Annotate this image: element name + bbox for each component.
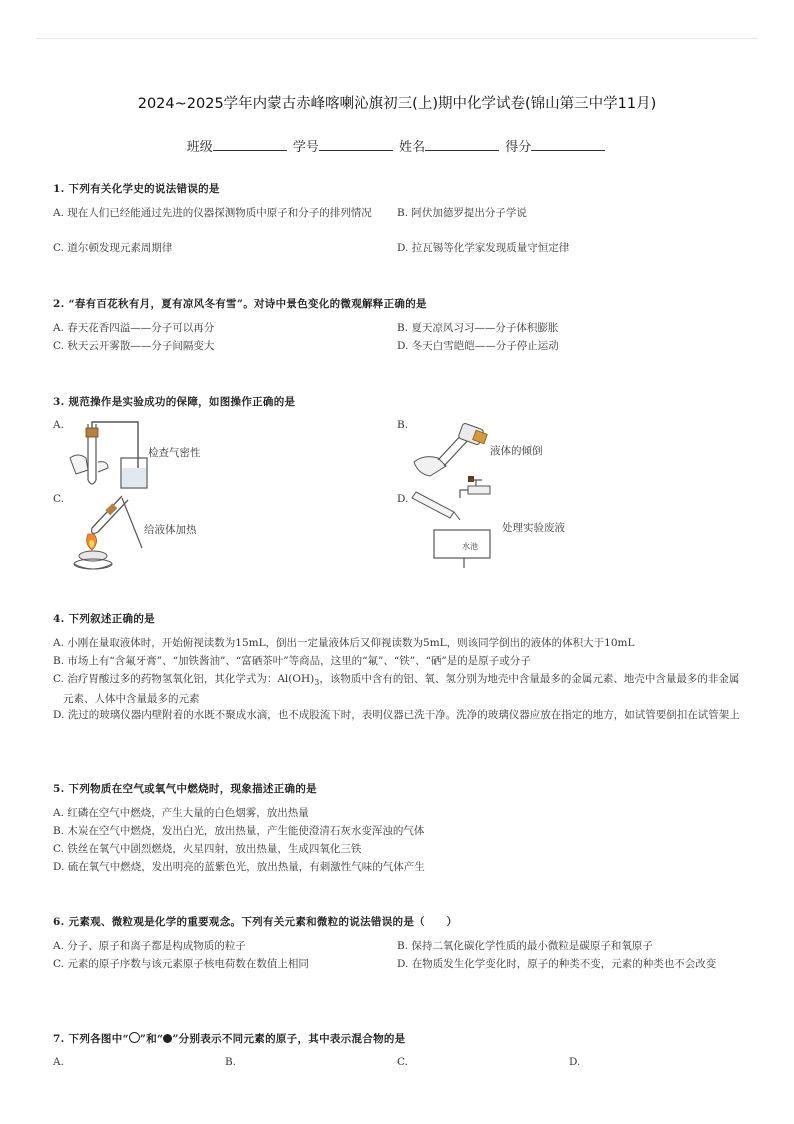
question-3: [53, 394, 753, 409]
question-2-stem: 2. “春有百花秋有月，夏有凉风冬有雪”。对诗中景色变化的微观解释正确的是: [53, 298, 427, 310]
question-4-stem: 4. 下列叙述正确的是: [53, 613, 155, 625]
black-atom-icon: [163, 1034, 172, 1043]
airtightness-check-figure: [68, 418, 150, 492]
q3-option-b-label[interactable]: B.: [397, 419, 409, 431]
q4-option-c[interactable]: C. 治疗胃酸过多的药物氢氧化铝，其化学式为：$Al(OH)_3$，该物质中含有的铝、氧、氢分别为地壳中含量最多的金属元素、地壳中含量最多的非金属元素、人体中含量最多的元素: [53, 673, 740, 706]
question-1: [53, 181, 753, 196]
q7-option-d[interactable]: D.: [569, 1056, 581, 1068]
q3-option-d-label[interactable]: D.: [397, 493, 409, 505]
q6-option-a[interactable]: A. 分子、原子和离子都是构成物质的粒子: [53, 940, 246, 952]
q2-option-a[interactable]: A. 春天花香四溢——分子可以再分: [53, 322, 215, 334]
question-2: [53, 296, 753, 311]
q1-option-b[interactable]: B. 阿伏加德罗提出分子学说: [397, 207, 527, 219]
q1-option-c[interactable]: C. 道尔顿发现元素周期律: [53, 242, 173, 254]
liquid-heating-figure: [66, 488, 146, 576]
waste-liquid-disposal-figure: [410, 476, 500, 568]
question-1-stem: 1. 下列有关化学史的说法错误的是: [53, 183, 220, 195]
q4-option-b[interactable]: B. 市场上有“含氟牙膏”、“加铁酱油”、“富硒茶叶”等商品，这里的“氟”、“铁”、“硒”是的是原子或分子: [53, 655, 531, 667]
student-info-line: [0, 136, 794, 155]
q2-option-b[interactable]: B. 夏天凉风习习——分子体积膨胀: [397, 322, 559, 334]
q3-option-d-caption: 处理实验废液: [502, 522, 565, 534]
q3-option-a-caption: 检查气密性: [148, 447, 201, 459]
q6-option-b[interactable]: B. 保持二氧化碳化学性质的最小微粒是碳原子和氧原子: [397, 940, 653, 952]
q3-option-c-label[interactable]: C.: [53, 493, 64, 505]
class-field[interactable]: 班级: [187, 136, 289, 155]
question-7: [53, 1031, 753, 1046]
question-6: [53, 914, 753, 929]
question-3-stem: 3. 规范操作是实验成功的保障，如图操作正确的是: [53, 396, 296, 408]
question-4: [53, 611, 753, 626]
liquid-pouring-figure: [412, 422, 492, 482]
q4-option-a[interactable]: A. 小刚在量取液体时，开始俯视读数为15mL，倒出一定量液体后又仰视读数为5mL，则该同学倒出的液体的体积大于10mL: [53, 637, 635, 649]
q2-option-d[interactable]: D. 冬天白雪皑皑——分子停止运动: [397, 340, 559, 352]
header-rule: [36, 38, 758, 39]
q7-option-c[interactable]: C.: [397, 1056, 408, 1068]
q4-option-d[interactable]: D. 洗过的玻璃仪器内壁附着的水既不聚成水滴，也不成股流下时，表明仪器已洗干净。洗净的玻璃仪器应放在指定的地方，如试管要倒扣在试管架上: [53, 709, 740, 721]
q6-option-d[interactable]: D. 在物质发生化学变化时，原子的种类不变，元素的种类也不会改变: [397, 958, 717, 970]
page-title: 2024~2025学年内蒙古赤峰喀喇沁旗初三(上)期中化学试卷(锦山第三中学11月): [137, 96, 657, 112]
q5-option-b[interactable]: B. 木炭在空气中燃烧，发出白光，放出热量，产生能使澄清石灰水变浑浊的气体: [53, 825, 425, 837]
q7-option-b[interactable]: B.: [225, 1056, 237, 1068]
q3-option-a-label[interactable]: A.: [53, 419, 64, 431]
sink-label: 水池: [462, 542, 478, 551]
q5-option-c[interactable]: C. 铁丝在氧气中剧烈燃烧，火星四射，放出热量，生成四氧化三铁: [53, 843, 362, 855]
question-6-stem: 6. 元素观、微粒观是化学的重要观念。下列有关元素和微粒的说法错误的是（ ）: [53, 916, 458, 928]
score-field[interactable]: 得分: [505, 136, 607, 155]
q3-option-b-caption: 液体的倾倒: [490, 445, 543, 457]
q1-option-d[interactable]: D. 拉瓦锡等化学家发现质量守恒定律: [397, 242, 570, 254]
q1-option-a[interactable]: A. 现在人们已经能通过先进的仪器探测物质中原子和分子的排列情况: [53, 207, 372, 219]
q5-option-a[interactable]: A. 红磷在空气中燃烧，产生大量的白色烟雾，放出热量: [53, 807, 309, 819]
name-field[interactable]: 姓名: [399, 136, 501, 155]
white-atom-icon: [129, 1032, 140, 1043]
q3-option-c-caption: 给液体加热: [144, 524, 197, 536]
q6-option-c[interactable]: C. 元素的原子序数与该元素原子核电荷数在数值上相同: [53, 958, 309, 970]
q5-option-d[interactable]: D. 硫在氧气中燃烧，发出明亮的蓝紫色光，放出热量，有刺激性气味的气体产生: [53, 861, 425, 873]
student-id-field[interactable]: 学号: [293, 136, 395, 155]
question-5: [53, 781, 753, 796]
question-7-stem: 7. 下列各图中“ ”和“ ”分别表示不同元素的原子，其中表示混合物的是: [53, 1033, 406, 1045]
q2-option-c[interactable]: C. 秋天云开雾散——分子间隔变大: [53, 340, 215, 352]
question-5-stem: 5. 下列物质在空气或氧气中燃烧时，现象描述正确的是: [53, 783, 317, 795]
q7-option-a[interactable]: A.: [53, 1056, 64, 1068]
